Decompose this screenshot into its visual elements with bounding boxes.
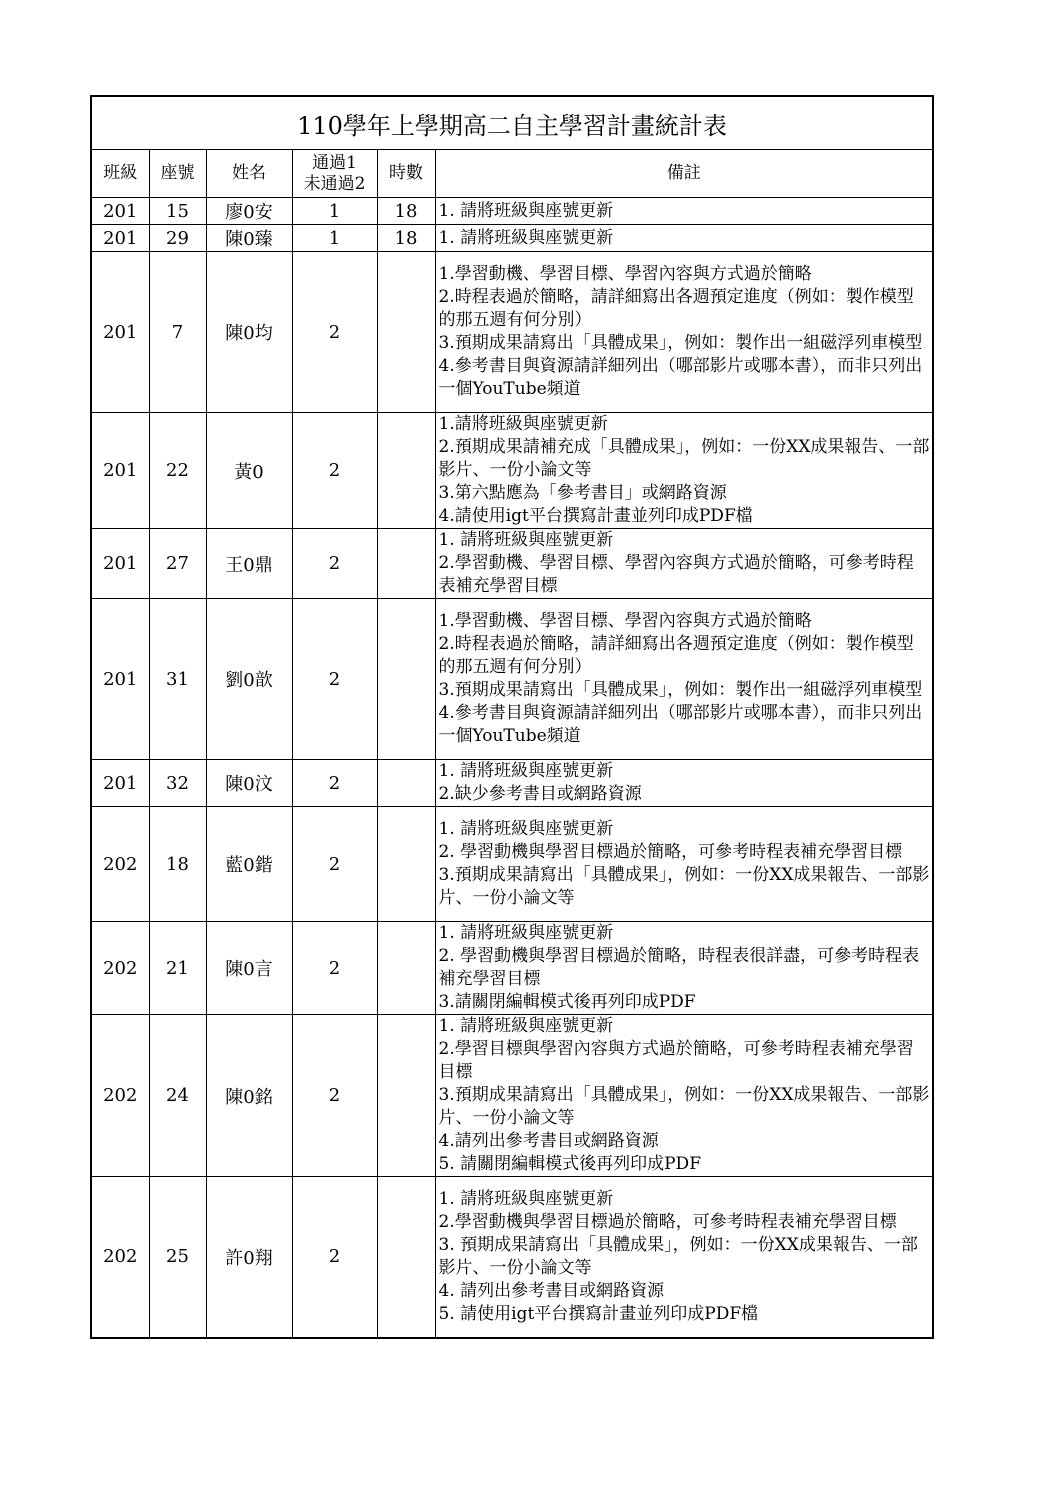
table-row [91, 807, 933, 922]
note-line: 4.參考書目與資源請詳細列出（哪部影片或哪本書），而非只列出一個YouTube頻道 [438, 703, 923, 746]
cell-seat: 15 [149, 198, 206, 225]
cell-status: 2 [292, 807, 377, 922]
table-body [91, 198, 933, 1338]
cell-seat: 25 [149, 1177, 206, 1338]
cell-notes [435, 807, 933, 922]
statistics-table [90, 95, 934, 1339]
cell-hours [377, 760, 435, 807]
cell-class: 201 [91, 413, 149, 529]
header-status-pass: 通過1 [312, 152, 357, 173]
table-row [91, 198, 933, 225]
header-notes: 備註 [435, 150, 933, 198]
cell-status: 2 [292, 922, 377, 1015]
table-row [91, 922, 933, 1015]
note-line: 4. 請列出參考書目或網路資源 [438, 1280, 665, 1301]
note-line: 1.學習動機、學習目標、學習內容與方式過於簡略 [438, 611, 812, 631]
note-line: 2.學習動機、學習目標、學習內容與方式過於簡略，可參考時程表補充學習目標 [438, 553, 914, 596]
table-row [91, 599, 933, 760]
table-row [91, 225, 933, 252]
table-row [91, 413, 933, 529]
cell-hours [377, 1177, 435, 1338]
cell-name: 陳0均 [206, 252, 292, 413]
cell-class: 202 [91, 922, 149, 1015]
cell-name: 廖0安 [206, 198, 292, 225]
cell-status: 2 [292, 529, 377, 599]
cell-name: 陳0銘 [206, 1015, 292, 1177]
page-title: 110學年上學期高二自主學習計畫統計表 [91, 96, 933, 150]
note-line: 1. 請將班級與座號更新 [438, 761, 614, 781]
cell-hours [377, 413, 435, 529]
cell-notes [435, 1015, 933, 1177]
cell-notes [435, 760, 933, 807]
cell-class: 202 [91, 1015, 149, 1177]
header-name: 姓名 [206, 150, 292, 198]
cell-notes [435, 599, 933, 760]
cell-name: 陳0汶 [206, 760, 292, 807]
cell-hours: 18 [377, 225, 435, 252]
cell-notes [435, 413, 933, 529]
cell-seat: 29 [149, 225, 206, 252]
note-line: 3. 預期成果請寫出「具體成果」，例如：一份XX成果報告、一部影片、一份小論文等 [438, 1234, 918, 1278]
note-line: 4.請列出參考書目或網路資源 [438, 1131, 659, 1151]
cell-class: 201 [91, 252, 149, 413]
note-line: 1.請將班級與座號更新 [438, 414, 608, 434]
note-line: 2.缺少參考書目或網路資源 [438, 784, 642, 804]
cell-notes [435, 252, 933, 413]
cell-seat: 7 [149, 252, 206, 413]
cell-class: 201 [91, 599, 149, 760]
cell-status: 1 [292, 225, 377, 252]
cell-name: 許0翔 [206, 1177, 292, 1338]
note-line: 3.第六點應為「參考書目」或網路資源 [438, 483, 727, 503]
cell-name: 王0鼎 [206, 529, 292, 599]
note-line: 3.預期成果請寫出「具體成果」，例如：製作出一組磁浮列車模型 [438, 680, 923, 700]
note-line: 1. 請將班級與座號更新 [438, 819, 614, 839]
note-line: 3.預期成果請寫出「具體成果」，例如：製作出一組磁浮列車模型 [438, 333, 923, 353]
cell-hours [377, 529, 435, 599]
cell-class: 202 [91, 807, 149, 922]
note-line: 2.學習目標與學習內容與方式過於簡略，可參考時程表補充學習目標 [438, 1039, 914, 1082]
cell-name: 黃0 [206, 413, 292, 529]
cell-class: 201 [91, 198, 149, 225]
cell-hours: 18 [377, 198, 435, 225]
cell-seat: 31 [149, 599, 206, 760]
note-line: 3.預期成果請寫出「具體成果」，例如：一份XX成果報告、一部影片、一份小論文等 [438, 865, 930, 908]
note-line: 1. 請將班級與座號更新 [438, 227, 614, 248]
note-line: 2.學習動機與學習目標過於簡略，可參考時程表補充學習目標 [438, 1211, 897, 1232]
note-line: 2. 學習動機與學習目標過於簡略，可參考時程表補充學習目標 [438, 842, 903, 862]
cell-hours [377, 252, 435, 413]
note-line: 1. 請將班級與座號更新 [438, 200, 614, 221]
header-status-fail: 未通過2 [303, 173, 366, 194]
cell-class: 202 [91, 1177, 149, 1338]
note-line: 2.預期成果請補充成「具體成果」，例如：一份XX成果報告、一部影片、一份小論文等 [438, 437, 930, 480]
cell-class: 201 [91, 760, 149, 807]
cell-name: 劉0歆 [206, 599, 292, 760]
cell-seat: 27 [149, 529, 206, 599]
note-line: 2.時程表過於簡略，請詳細寫出各週預定進度（例如：製作模型的那五週有何分別） [438, 634, 914, 677]
note-line: 1. 請將班級與座號更新 [438, 1188, 614, 1209]
cell-status: 2 [292, 413, 377, 529]
cell-seat: 24 [149, 1015, 206, 1177]
cell-name: 陳0臻 [206, 225, 292, 252]
note-line: 2.時程表過於簡略，請詳細寫出各週預定進度（例如：製作模型的那五週有何分別） [438, 287, 914, 330]
cell-hours [377, 922, 435, 1015]
header-class: 班級 [91, 150, 149, 198]
note-line: 3.預期成果請寫出「具體成果」，例如：一份XX成果報告、一部影片、一份小論文等 [438, 1085, 930, 1128]
cell-status: 1 [292, 198, 377, 225]
note-line: 5. 請關閉編輯模式後再列印成PDF [438, 1154, 701, 1174]
header-row [91, 150, 933, 198]
header-hours: 時數 [377, 150, 435, 198]
table-row [91, 1015, 933, 1177]
note-line: 4.參考書目與資源請詳細列出（哪部影片或哪本書），而非只列出一個YouTube頻道 [438, 356, 923, 399]
note-line: 1. 請將班級與座號更新 [438, 923, 614, 943]
table-row [91, 529, 933, 599]
cell-name: 藍0鍇 [206, 807, 292, 922]
cell-notes [435, 922, 933, 1015]
table-row [91, 252, 933, 413]
header-status [292, 150, 377, 198]
cell-class: 201 [91, 225, 149, 252]
cell-seat: 21 [149, 922, 206, 1015]
note-line: 3.請關閉編輯模式後再列印成PDF [438, 992, 696, 1012]
title-row [91, 96, 933, 150]
cell-status: 2 [292, 252, 377, 413]
cell-seat: 32 [149, 760, 206, 807]
note-line: 1.學習動機、學習目標、學習內容與方式過於簡略 [438, 264, 812, 284]
cell-hours [377, 807, 435, 922]
cell-seat: 22 [149, 413, 206, 529]
note-line: 5. 請使用igt平台撰寫計畫並列印成PDF檔 [438, 1303, 759, 1324]
note-line: 1. 請將班級與座號更新 [438, 530, 614, 550]
note-line: 4.請使用igt平台撰寫計畫並列印成PDF檔 [438, 506, 753, 526]
table-row [91, 760, 933, 807]
cell-seat: 18 [149, 807, 206, 922]
cell-notes [435, 225, 933, 252]
cell-name: 陳0言 [206, 922, 292, 1015]
cell-class: 201 [91, 529, 149, 599]
cell-hours [377, 1015, 435, 1177]
cell-notes [435, 529, 933, 599]
note-line: 1. 請將班級與座號更新 [438, 1016, 614, 1036]
cell-status: 2 [292, 1177, 377, 1338]
note-line: 2. 學習動機與學習目標過於簡略，時程表很詳盡，可參考時程表補充學習目標 [438, 946, 920, 989]
cell-notes [435, 1177, 933, 1338]
header-seat: 座號 [149, 150, 206, 198]
cell-status: 2 [292, 760, 377, 807]
cell-notes [435, 198, 933, 225]
cell-status: 2 [292, 1015, 377, 1177]
cell-hours [377, 599, 435, 760]
table-row [91, 1177, 933, 1338]
cell-status: 2 [292, 599, 377, 760]
